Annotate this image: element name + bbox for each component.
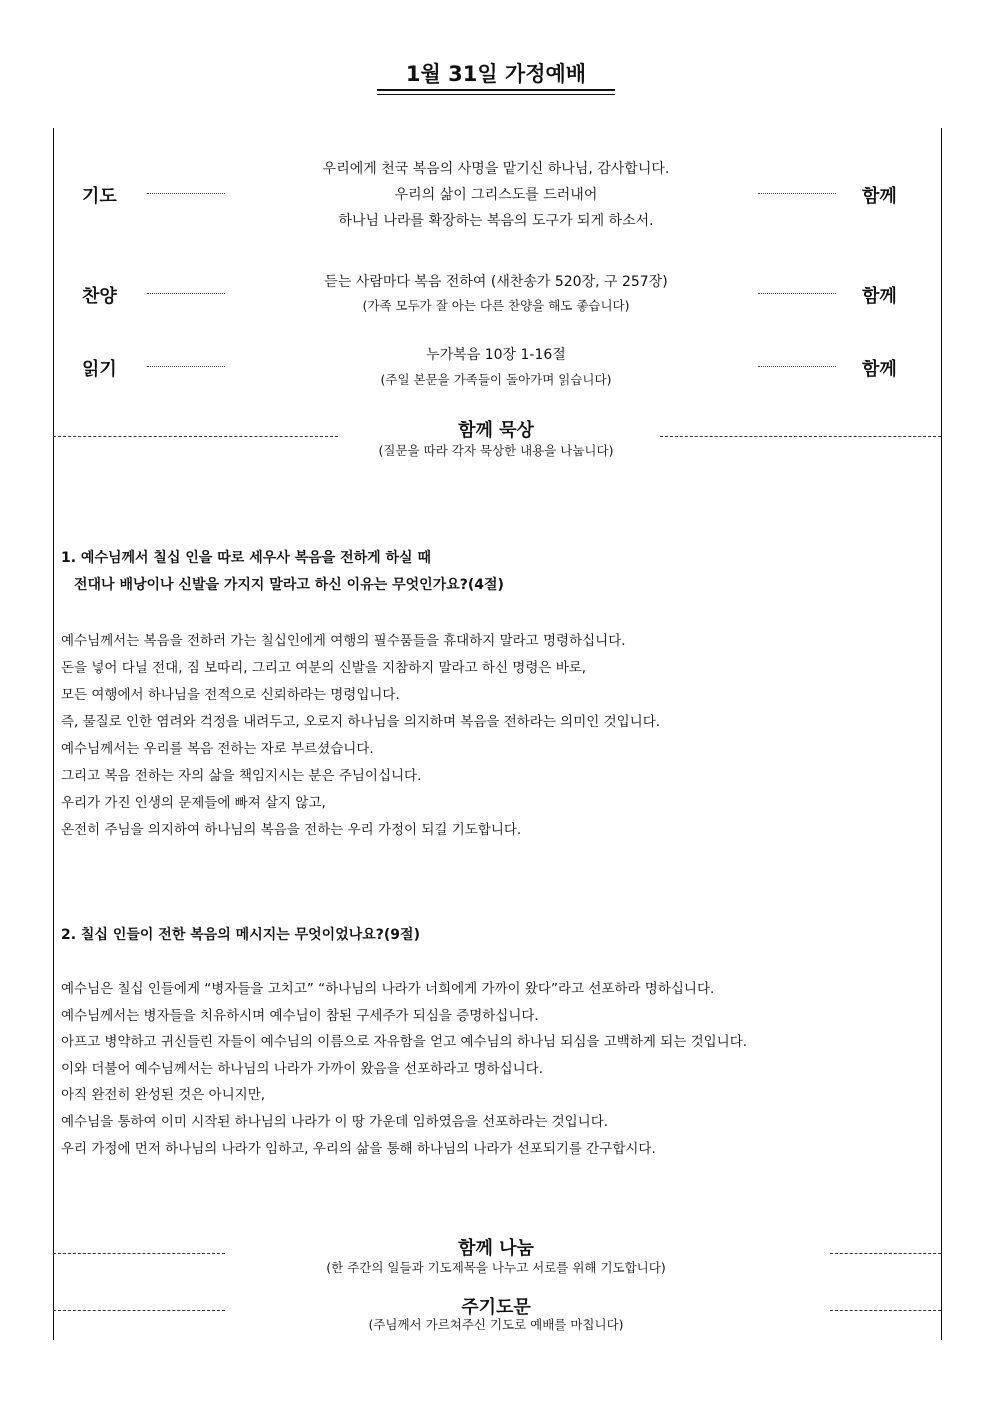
sharing-title: 함께 나눔 — [458, 1238, 534, 1259]
row-text: 우리에게 천국 복음의 사명을 맡기신 하나님, 감사합니다. — [322, 161, 670, 177]
answer-1-line: 예수님께서는 복음을 전하러 가는 칠십인에게 여행의 필수품들을 휴대하지 말라고 명령하십니다. — [61, 633, 626, 649]
leader-dots — [758, 293, 836, 294]
row-label: 기도 — [82, 186, 117, 207]
sharing-subtitle: (한 주간의 일들과 기도제목을 나누고 서로를 위해 기도합니다) — [326, 1260, 666, 1275]
row-text: 누가복음 10장 1-16절 — [426, 347, 566, 363]
answer-1-line: 돈을 넣어 다닐 전대, 짐 보따리, 그리고 여분의 신발을 지참하지 말라고 하신 명령은 바로, — [61, 660, 587, 676]
answer-2-line: 예수님은 칠십 인들에게 “병자들을 고치고” “하나님의 나라가 너희에게 가까이 왔다”라고 선포하라 명하십니다. — [61, 981, 715, 997]
answer-2-line: 우리 가정에 먼저 하나님의 나라가 임하고, 우리의 삶을 통해 하나님의 나라가 선포되기를 간구합시다. — [61, 1141, 656, 1157]
answer-2-line: 아직 완전히 완성된 것은 아니지만, — [61, 1087, 266, 1103]
row-text: 우리의 삶이 그리스도를 드러내어 — [394, 187, 598, 203]
answer-1-line: 그리고 복음 전하는 자의 삶을 책임지시는 분은 주님이십니다. — [61, 768, 422, 784]
answer-1-line: 모든 여행에서 하나님을 전적으로 신뢰하라는 명령입니다. — [61, 687, 400, 703]
leader-dots — [147, 293, 225, 294]
answer-2-line: 예수님께서는 병자들을 치유하시며 예수님이 참된 구세주가 되심을 증명하십니다. — [61, 1008, 539, 1024]
row-subtext: (가족 모두가 잘 아는 다른 찬양을 해도 좋습니다) — [362, 298, 630, 313]
row-participant: 함께 — [862, 359, 897, 380]
answer-1-line: 우리가 가진 인생의 문제들에 빠져 살지 않고, — [61, 795, 326, 811]
leader-dots — [147, 366, 225, 367]
row-participant: 함께 — [862, 186, 897, 207]
question-2: 2. 칠십 인들이 전한 복음의 메시지는 무엇이었나요?(9절) — [61, 927, 420, 943]
left-border — [53, 128, 54, 1340]
answer-2-line: 이와 더불어 예수님께서는 하나님의 나라가 가까이 왔음을 선포하라고 명하십니다. — [61, 1061, 544, 1077]
answer-2-line: 아프고 병약하고 귀신들린 자들이 예수님의 이름으로 자유함을 얻고 예수님의 하나님 되심을 고백하게 되는 것입니다. — [61, 1034, 748, 1050]
meditation-title: 함께 묵상 — [458, 420, 534, 441]
meditation-subtitle: (질문을 따라 각자 묵상한 내용을 나눕니다) — [378, 443, 614, 458]
answer-2-line: 예수님을 통하여 이미 시작된 하나님의 나라가 이 땅 가운데 임하였음을 선포하라는 것입니다. — [61, 1114, 609, 1130]
lords-prayer-subtitle: (주님께서 가르쳐주신 기도로 예배를 마칩니다) — [368, 1317, 624, 1332]
answer-1-line: 예수님께서는 우리를 복음 전하는 자로 부르셨습니다. — [61, 741, 374, 757]
row-label: 찬양 — [82, 286, 117, 307]
question-1: 1. 예수님께서 칠십 인을 따로 세우사 복음을 전하게 하실 때 — [61, 550, 431, 566]
row-label: 읽기 — [82, 359, 117, 380]
right-border — [941, 128, 942, 1340]
title-underline-thin — [377, 94, 615, 95]
leader-dots — [758, 193, 836, 194]
leader-dots — [758, 366, 836, 367]
row-text: 하나님 나라를 확장하는 복음의 도구가 되게 하소서. — [338, 213, 654, 229]
answer-1-line: 온전히 주님을 의지하여 하나님의 복음을 전하는 우리 가정이 되길 기도합니다. — [61, 822, 522, 838]
lords-prayer-title: 주기도문 — [461, 1297, 531, 1318]
page-title: 1월 31일 가정예배 — [405, 62, 587, 86]
row-subtext: (주일 본문을 가족들이 돌아가며 읽습니다) — [380, 372, 612, 387]
title-underline — [377, 89, 615, 91]
row-text: 듣는 사람마다 복음 전하여 (새찬송가 520장, 구 257장) — [324, 274, 668, 290]
answer-1-line: 즉, 물질로 인한 염려와 걱정을 내려두고, 오로지 하나님을 의지하며 복음을 전하라는 의미인 것입니다. — [61, 714, 661, 730]
row-participant: 함께 — [862, 286, 897, 307]
question-1-cont: 전대나 배낭이나 신발을 가지지 말라고 하신 이유는 무엇인가요?(4절) — [74, 577, 504, 593]
leader-dots — [147, 193, 225, 194]
